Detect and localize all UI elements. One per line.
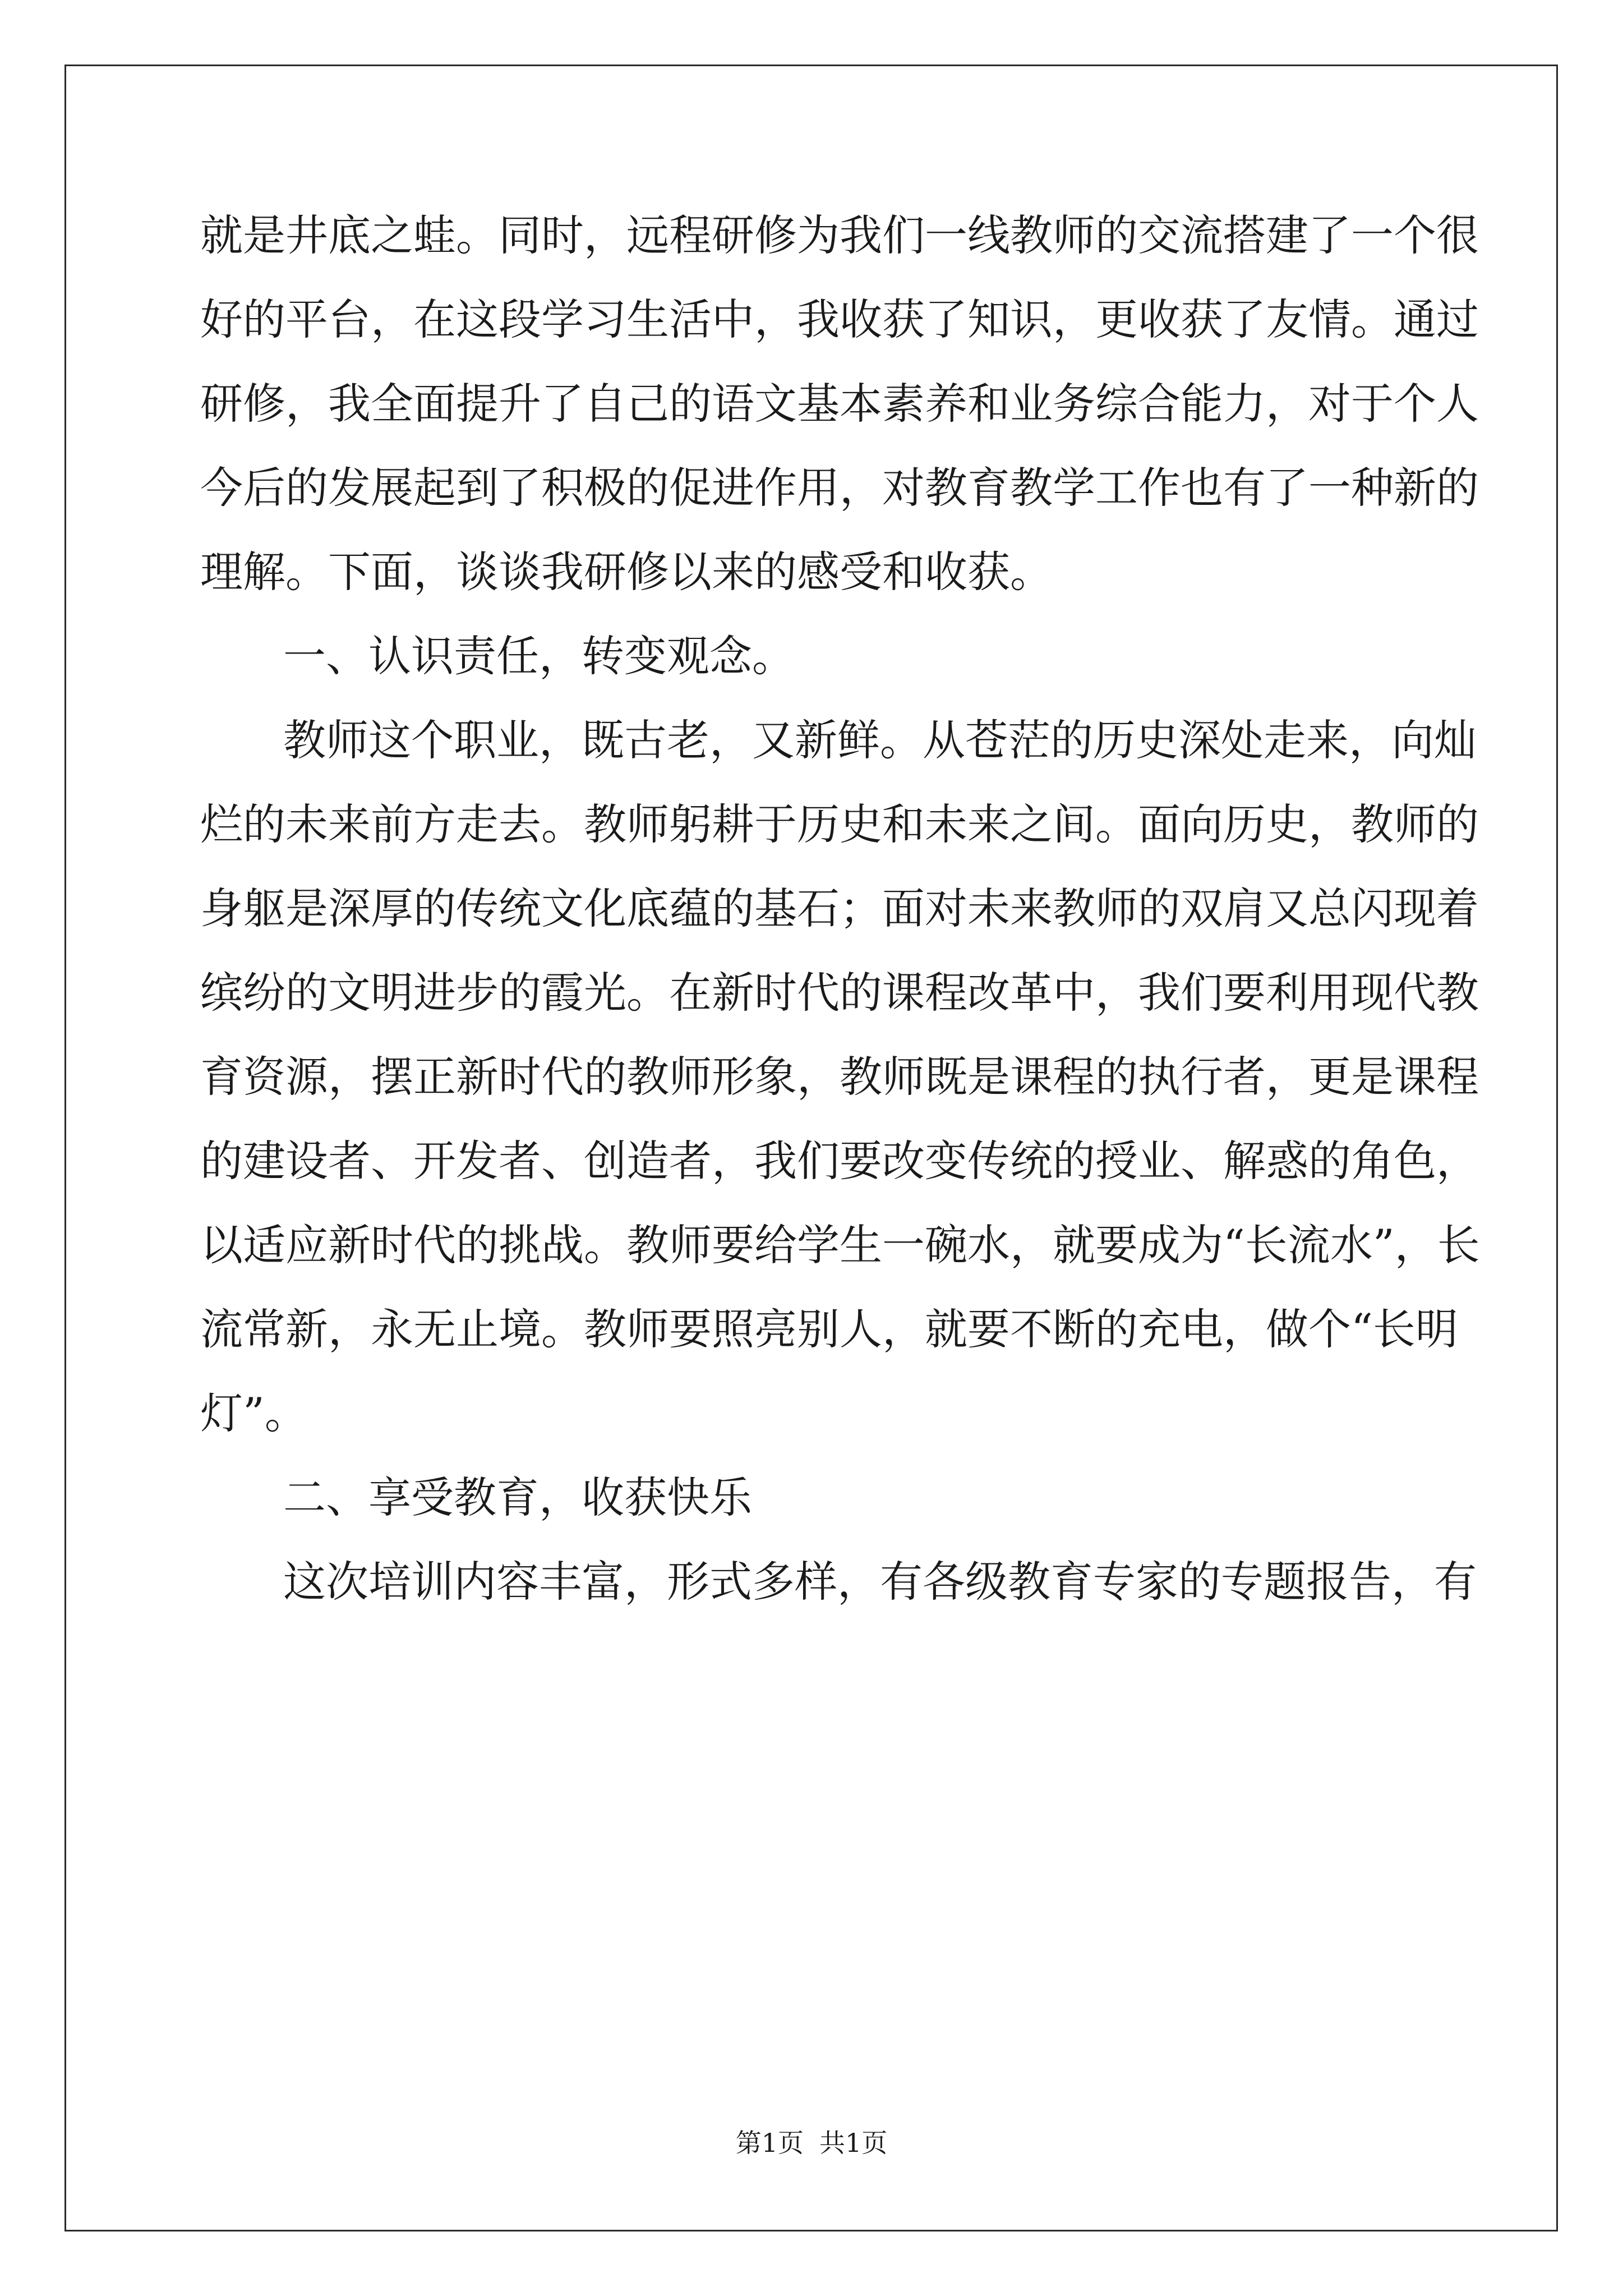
section-heading-2: 二、享受教育，收获快乐 bbox=[283, 1473, 752, 1522]
page-total: 共1页 bbox=[819, 2128, 888, 2158]
paragraph-line: 今后的发展起到了积极的促进作用，对教育教学工作也有了一种新的 bbox=[200, 463, 1479, 513]
paragraph-line: 教师这个职业，既古老，又新鲜。从苍茫的历史深处走来，向灿 bbox=[283, 715, 1477, 765]
paragraph-line: 缤纷的文明进步的霞光。在新时代的课程改革中，我们要利用现代教 bbox=[200, 968, 1479, 1018]
paragraph-line: 身躯是深厚的传统文化底蕴的基石；面对未来教师的双肩又总闪现着 bbox=[200, 884, 1479, 933]
paragraph-line: 以适应新时代的挑战。教师要给学生一碗水，就要成为“长流水”，长 bbox=[200, 1220, 1480, 1270]
paragraph-line: 育资源，摆正新时代的教师形象，教师既是课程的执行者，更是课程 bbox=[200, 1052, 1479, 1102]
paragraph-line: 理解。下面，谈谈我研修以来的感受和收获。 bbox=[200, 547, 1053, 597]
paragraph-line: 研修，我全面提升了自己的语文基本素养和业务综合能力，对于个人 bbox=[200, 379, 1479, 429]
paragraph-line: 烂的未来前方走去。教师躬耕于历史和未来之间。面向历史，教师的 bbox=[200, 799, 1479, 849]
paragraph-line: 的建设者、开发者、创造者，我们要改变传统的授业、解惑的角色， bbox=[200, 1136, 1479, 1186]
paragraph-line: 就是井底之蛙。同时，远程研修为我们一线教师的交流搭建了一个很 bbox=[200, 210, 1479, 260]
section-heading-1: 一、认识责任，转变观念。 bbox=[283, 631, 795, 681]
paragraph-line: 流常新，永无止境。教师要照亮别人，就要不断的充电，做个“长明 bbox=[200, 1304, 1458, 1354]
paragraph-line: 好的平台，在这段学习生活中，我收获了知识，更收获了友情。通过 bbox=[200, 295, 1479, 344]
page-footer bbox=[0, 2126, 1623, 2160]
page-number: 第1页 bbox=[735, 2128, 804, 2158]
paragraph-line: 灯”。 bbox=[200, 1388, 307, 1438]
paragraph-line: 这次培训内容丰富，形式多样，有各级教育专家的专题报告，有 bbox=[283, 1557, 1477, 1607]
